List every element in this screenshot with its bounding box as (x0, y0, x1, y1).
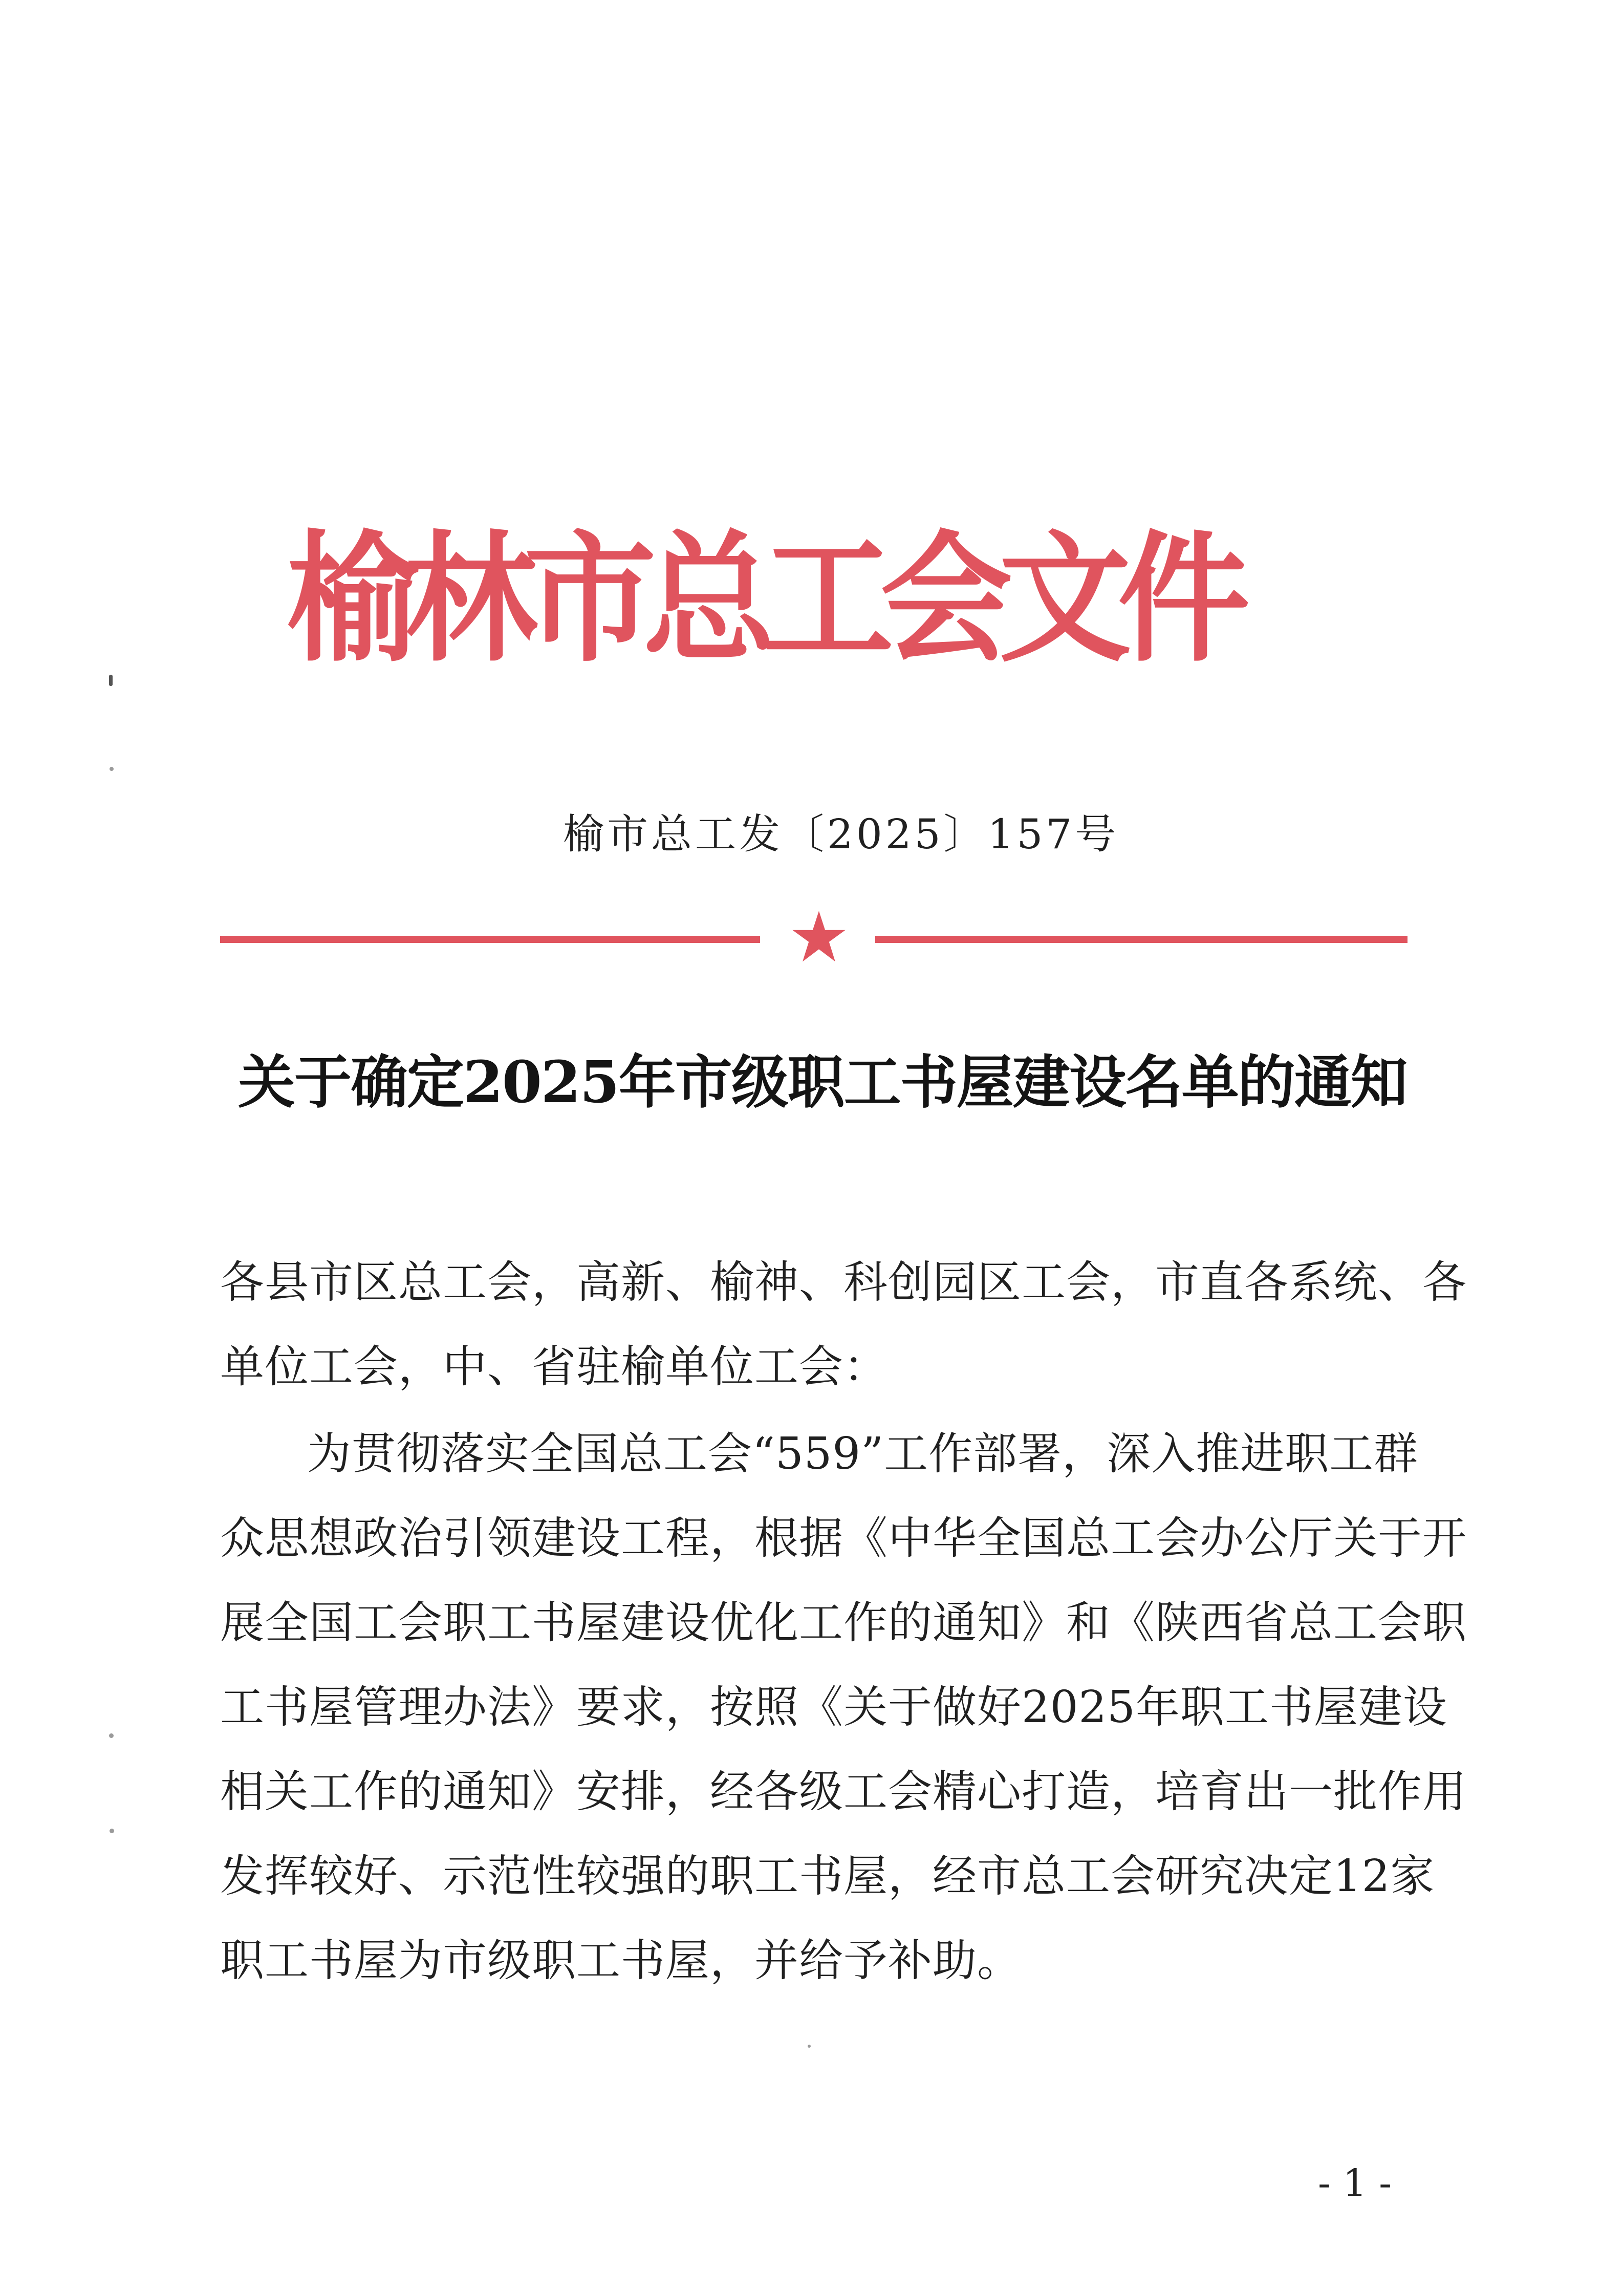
body-paragraph-line: 职工书屋为市级职工书屋，并给予补助。 (220, 1935, 1022, 1986)
scan-speck (808, 2045, 811, 2048)
body-paragraph-line: 为贯彻落实全国总工会“559”工作部署，深入推进职工群 (307, 1428, 1419, 1479)
masthead-title: 榆林市总工会文件 (287, 516, 1237, 681)
page-number: - 1 - (1318, 2161, 1392, 2205)
body-paragraph-line: 展全国工会职工书屋建设优化工作的通知》和《陕西省总工会职 (220, 1597, 1467, 1648)
red-divider-right (875, 936, 1408, 943)
body-paragraph-line: 工书屋管理办法》要求，按照《关于做好2025年职工书屋建设 (220, 1682, 1447, 1733)
notice-title: 关于确定2025年市级职工书屋建设名单的通知 (238, 1049, 1407, 1116)
body-paragraph-line: 发挥较好、示范性较强的职工书屋，经市总工会研究决定12家 (220, 1851, 1435, 1902)
document-number: 榆市总工发〔2025〕157号 (563, 810, 1119, 858)
recipients-line-1: 各县市区总工会，高新、榆神、科创园区工会，市直各系统、各 (220, 1257, 1467, 1308)
red-divider-left (220, 936, 760, 943)
recipients-line-2: 单位工会，中、省驻榆单位工会： (220, 1341, 888, 1392)
body-paragraph-line: 众思想政治引领建设工程，根据《中华全国总工会办公厅关于开 (220, 1513, 1467, 1564)
body-paragraph-line: 相关工作的通知》安排，经各级工会精心打造，培育出一批作用 (220, 1766, 1467, 1817)
scan-speck (109, 1733, 114, 1738)
scan-speck (109, 675, 113, 686)
star-icon (791, 909, 847, 965)
scan-speck (110, 767, 114, 771)
scan-speck (110, 1829, 114, 1833)
